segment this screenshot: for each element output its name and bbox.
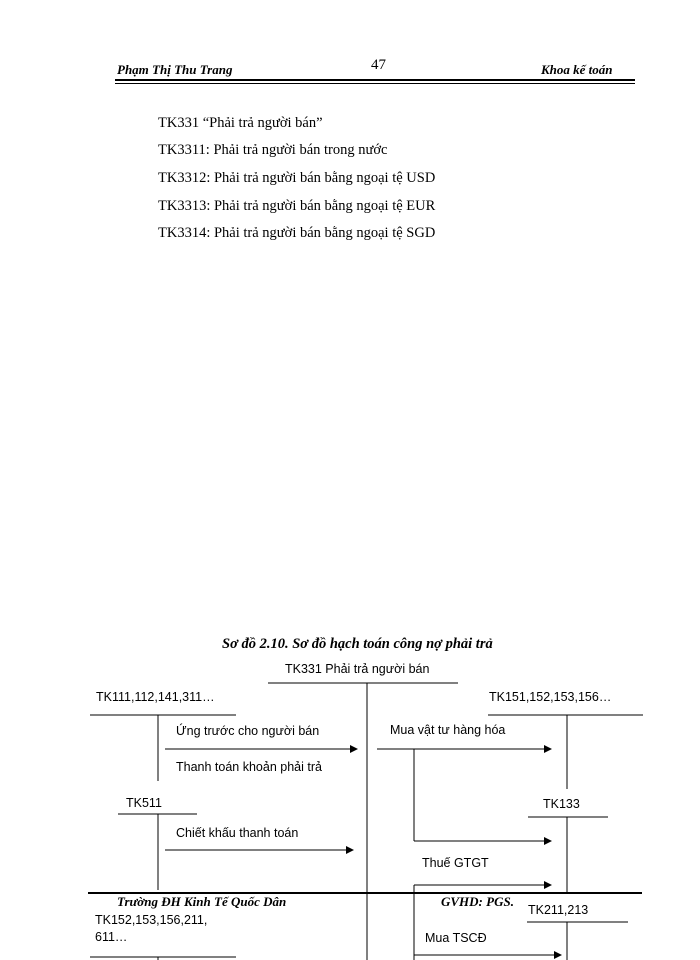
purchase-label: Mua vật tư hàng hóa <box>390 723 506 737</box>
account-line-tk331: TK331 “Phải trả người bán” <box>158 115 323 131</box>
header-department: Khoa kế toán <box>541 62 613 77</box>
tk511-label: TK511 <box>126 796 162 810</box>
diagram-title: Sơ đồ 2.10. Sơ đồ hạch toán công nợ phải trả <box>222 636 493 652</box>
discount-label: Chiết khấu thanh toán <box>176 826 299 840</box>
vat-label: Thuế GTGT <box>422 856 489 870</box>
account-line-tk3314: TK3314: Phải trả người bán bằng ngoại tệ SGD <box>158 225 436 241</box>
tk133-label: TK133 <box>543 797 580 811</box>
header-author: Phạm Thị Thu Trang <box>117 62 233 77</box>
account-line-tk3312: TK3312: Phải trả người bán bằng ngoại tệ USD <box>158 170 436 186</box>
left-bottom-account-label: TK152,153,156,211, <box>95 913 208 927</box>
payment-label: Thanh toán khoản phải trả <box>176 760 322 774</box>
right-top-account-label: TK151,152,153,156… <box>489 690 612 704</box>
left-top-account-label: TK111,112,141,311… <box>96 690 215 704</box>
advance-label: Ứng trước cho người bán <box>176 724 320 738</box>
account-line-tk3311: TK3311: Phải trả người bán trong nước <box>158 142 388 158</box>
footer-supervisor: GVHD: PGS. <box>441 894 514 909</box>
footer-university: Trường ĐH Kinh Tế Quốc Dân <box>117 894 287 909</box>
fixed-asset-label: Mua TSCĐ <box>425 931 487 945</box>
tk211-label: TK211,213 <box>528 903 589 917</box>
tk331-label: TK331 Phải trả người bán <box>285 662 430 676</box>
page-number: 47 <box>371 57 386 73</box>
left-bottom-account-label-2: 611… <box>95 930 128 944</box>
account-line-tk3313: TK3313: Phải trả người bán bằng ngoại tệ EUR <box>158 198 436 214</box>
